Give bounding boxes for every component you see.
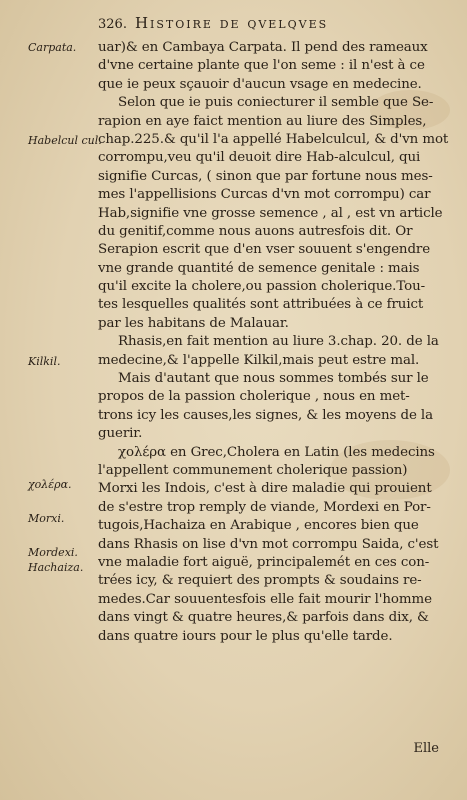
text-line: corrompu,veu qu'il deuoit dire Hab-alculcul, qui [98, 150, 421, 166]
margin-note-carpata: Carpata. [28, 41, 77, 54]
body-text [98, 39, 460, 646]
text-line: tugois,Hachaiza en Arabique , encores bien que [98, 518, 419, 534]
text-line: dans vingt & quatre heures,& parfois dans dix, & [98, 610, 429, 626]
text-line: l'appellent communement cholerique passion) [98, 462, 408, 478]
text-line: guerir. [98, 426, 143, 442]
margin-note-habelculcul: Habelcul cul. [28, 134, 102, 147]
text-line: χολέρα en Grec,Cholera en Latin (les medecins [118, 444, 435, 460]
text-line: Serapion escrit que d'en vser souuent s'engendre [98, 242, 431, 258]
text-line: vne maladie fort aiguë, principalemét en ces con- [98, 554, 430, 570]
catchword: Elle [413, 741, 439, 756]
text-line: par les habitans de Malauar. [98, 315, 289, 331]
text-line: propos de la passion cholerique , nous en met- [98, 389, 410, 405]
page-header [98, 14, 458, 36]
text-line: uar)& en Cambaya Carpata. Il pend des rameaux [98, 40, 428, 55]
text-line: de s'estre trop remply de viande, Mordexi en Por- [98, 499, 431, 515]
text-line: medecine,& l'appelle Kilkil,mais peut estre mal. [98, 352, 420, 368]
margin-note-morxi: Morxi. [28, 512, 65, 525]
margin-note-kilkil: Kilkil. [28, 355, 61, 368]
text-line: que ie peux sçauoir d'aucun vsage en medecine. [98, 76, 422, 92]
text-line: dans quatre iours pour le plus qu'elle tarde. [98, 628, 393, 644]
text-line: trées icy, & requiert des prompts & soudains re- [98, 573, 422, 589]
text-line: Rhasis,en fait mention au liure 3.chap. 20. de la [118, 334, 439, 350]
text-line: d'vne certaine plante que l'on seme : il n'est à ce [98, 58, 425, 74]
text-line: du genitif,comme nous auons autresfois dit. Or [98, 223, 413, 239]
text-line: tes lesquelles qualités sont attribuées à ce fruict [98, 297, 424, 313]
text-line: dans Rhasis on lise d'vn mot corrompu Saida, c'est [98, 536, 439, 552]
margin-note-hachaiza: Hachaiza. [28, 561, 84, 574]
text-line: mes l'appellisions Curcas d'vn mot corrompu) car [98, 187, 431, 203]
margin-note-mordexi: Mordexi. [28, 546, 78, 559]
text-line: signifie Curcas, ( sinon que par fortune nous mes- [98, 168, 433, 184]
text-line: Mais d'autant que nous sommes tombés sur le [118, 371, 429, 387]
text-line: qu'il excite la cholere,ou passion cholerique.Tou- [98, 279, 426, 295]
margin-note-cholera-greek: χολέρα. [28, 478, 72, 491]
page-number: 326. [98, 17, 127, 32]
text-line: medes.Car souuentesfois elle fait mourir l'homme [98, 591, 432, 607]
text-line: rapion en aye faict mention au liure des Simples, [98, 113, 427, 129]
text-line: Hab,signifie vne grosse semence , al , est vn article [98, 205, 443, 221]
text-line: chap.225.& qu'il l'a appellé Habelculcul, & d'vn mot [98, 131, 449, 147]
text-line: Selon que ie puis coniecturer il semble que Se- [118, 95, 434, 111]
text-line: Morxi les Indois, c'est à dire maladie qui prouient [98, 481, 432, 497]
text-line: trons icy les causes,les signes, & les moyens de la [98, 407, 433, 423]
text-line: vne grande quantité de semence genitale : mais [98, 260, 420, 276]
running-head: Histoire de qvelqves [134, 14, 329, 32]
